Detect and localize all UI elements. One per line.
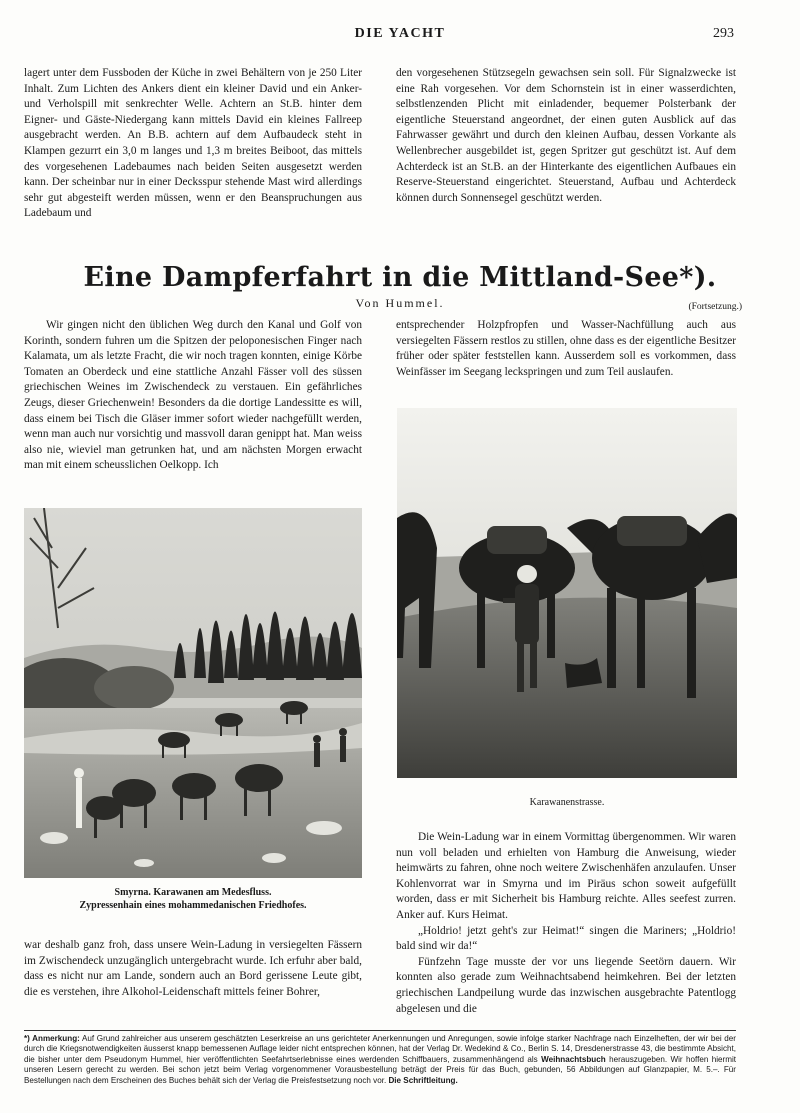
running-title: DIE YACHT <box>354 26 446 41</box>
paragraph: war deshalb ganz froh, dass unsere Wein-Ladung in versiegelten Fässern im Zwischendeck unzugänglich untergebracht wurde. Ich erfuhr aber bald, dass es nicht nur am Lande, sondern auch an Bord gerissene Leute gibt, die es verstehen, ihre Alkohol-Leidenschaft mittels feiner Bohrer, <box>24 939 362 998</box>
top-column-right <box>396 66 736 206</box>
photo-caravan-road <box>397 408 737 778</box>
article-column-left <box>24 318 362 474</box>
caption-line: Smyrna. Karawanen am Medesfluss. <box>114 887 272 898</box>
article-column-right-continued <box>396 830 736 1017</box>
footnote-book-title: Weihnachtsbuch <box>541 1054 606 1064</box>
caption-line: Zypressenhain eines mohammedanischen Friedhofes. <box>79 900 307 911</box>
footnote <box>24 1034 736 1086</box>
footnote-label: *) Anmerkung: <box>24 1034 80 1043</box>
article-column-left-continued <box>24 938 362 1000</box>
photo-smyrna-image <box>24 508 362 878</box>
article-column-right <box>396 318 736 380</box>
footnote-divider <box>24 1030 736 1031</box>
top-column-left <box>24 66 362 222</box>
article-byline: Von Hummel. <box>355 296 445 310</box>
footnote-text: Auf Grund zahlreicher aus unserem geschätzten Leserkreise an uns gerichteter Anerkennungen und Anregungen, sowie infolge starker Nachfrage nach Einzelheften, der wir bei der durch die Kriegsnotwendigkeiten äusserst knapp bemessenen Auflage leider nicht entsprechen können, hat der Verlag Dr. Wedekind & Co., Berlin S. 14, Dresdenerstrasse 43, die bestimmte Absicht, die bisher unter dem Pseudonym Hummel, hier veröffentlichten Seefahrtserlebnisse eines werdenden Schiffbauers, zusammenhängend als <box>24 1034 736 1064</box>
photo-caravan-caption: Karawanenstrasse. <box>529 797 605 808</box>
paragraph: Die Wein-Ladung war in einem Vormittag übergenommen. Wir waren nun voll beladen und erhielten von Hamburg die Anweisung, wieder heimwärts zu fahren, ohne noch weitere Zwischenhäfen anzulaufen. Unser Kohlenvorrat war in Smyrna und im Piräus schon soweit aufgefüllt worden, dass er mit Sicherheit bis Hamburg reichte. Alles seefest zurren. Anker auf. Kurs Heimat. <box>396 831 736 921</box>
paragraph: den vorgesehenen Stützsegeln gewachsen sein soll. Für Signalzwecke ist eine Rah vorgesehen. Vor dem Schornstein ist in einer wasserdichten, selbstlenzenden Plicht mit einladender, bequemer Polsterbank der eigentliche Steuerstand angeordnet, der einen guten Ausblick auf das Fahrwasser gewährt und durch den kleinen Aufbau, dessen Vorkante als Wellenbrecher ausgebildet ist, gegen Spritzer gut geschützt ist. Auf dem Achterdeck ist an St.B. an der Hinterkante des eigentlichen Aufbaues ein Reserve-Steuerstand eingerichtet. Steuerstand, Aufbau und Achterdeck können durch Sonnensegel geschützt werden. <box>396 67 736 204</box>
footnote-signature: Die Schriftleitung. <box>388 1075 458 1085</box>
footnote-text: herauszugeben. Wir hoffen hiermit unseren Lesern gerecht zu werden. Bei schon jetzt beim Verlag vorgenommener Vorausbestellung beträgt der Preis für das Buch, gebunden, 56 Abbildungen auf Glanzpapier, M. 5.–. Für Bestellungen nach dem Erscheinen des Buches behält sich der Verlag die Preisfestsetzung noch vor. <box>24 1054 737 1085</box>
paragraph: „Holdrio! jetzt geht's zur Heimat!“ singen die Mariners; „Holdrio! bald sind wir da!“ <box>396 924 736 953</box>
photo-caravan-image <box>397 408 737 778</box>
paragraph: entsprechender Holzpfropfen und Wasser-Nachfüllung auch aus versiegelten Fässern restlos zu stillen, ohne dass es der eigentliche Besitzer früher oder später feststellen kann. Ausserdem soll es vorkommen, dass Weinfässer im Seegang leckspringen und zum Teil auslaufen. <box>396 319 736 378</box>
article-title: Eine Dampferfahrt in die Mittland-See*). <box>83 262 717 293</box>
photo-smyrna-caption <box>24 886 362 912</box>
photo-smyrna-caravans <box>24 508 362 878</box>
page-number: 293 <box>713 26 734 41</box>
paragraph: Fünfzehn Tage musste der vor uns liegende Seetörn dauern. Wir konnten also gerade zum Weihnachtsabend heimkehren. Bei der letzten griechischen Landpeilung wurde das inzwischen ausgebrachte Patentlogg abgelesen und die <box>396 955 736 1015</box>
paragraph: lagert unter dem Fussboden der Küche in zwei Behältern von je 250 Liter Inhalt. Zum Lichten des Ankers dient ein kleiner David und ein Anker- und Verholspill mit senkrechter Welle. Achtern an St.B. hinter dem Eigner- und Gäste-Niedergang kann mittels David ein kleines Fallreep ausgebracht werden. An B.B. achtern auf dem Aufbaudeck steht in Klampen gezurrt ein 3,0 m langes und 1,3 m breites Beiboot, das mittels des vorgesehenen Ladebaumes nach beiden Seiten ausgesetzt werden kann. Der scheinbar nur in einer Decksspur stehende Mast wird allerdings sehr gut abgesteift werden müssen, wenn er den Beanspruchungen aus Ladebaum und <box>24 67 362 220</box>
paragraph: Wir gingen nicht den üblichen Weg durch den Kanal und Golf von Korinth, sondern fuhren um die Spitzen der peloponesischen Finger nach Kalamata, um als letzte Fracht, die wir noch tragen konnten, einige Körbe Tomaten an Oberdeck und eine stattliche Anzahl Fässer voll des süssen griechischen Weines im Zwischendeck zu verstauen. Ein gefährliches Zeugs, dieser Griechenwein! Besonders da die dortige Landessitte es will, dass einem bei Tisch die Gläser immer sofort wieder nachgefüllt werden, wenn man auch nur vorsichtig und massvoll daran genippt hat. Man weiss also nie, wieviel man getrunken hat, und am nächsten Morgen erwacht man mit einem scheusslichen Oelkopp. Ich <box>24 319 362 472</box>
continued-note: (Fortsetzung.) <box>688 302 742 312</box>
